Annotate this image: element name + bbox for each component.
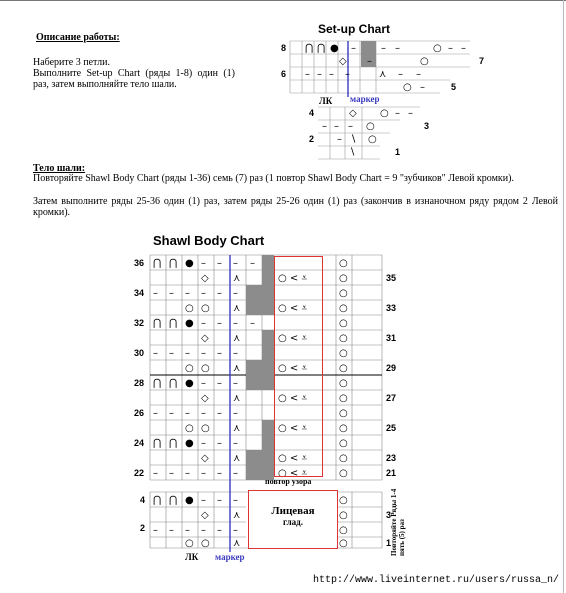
shawl-cell-purl: ⋂ xyxy=(153,258,162,269)
shawl-label-marker: маркер xyxy=(215,552,245,562)
setup-cell-dash: – xyxy=(322,121,327,132)
shawl-cell-yo: ○ xyxy=(339,453,348,464)
shawl-cell-diamond: ◇ xyxy=(201,273,209,284)
shawl-row-num: 35 xyxy=(386,273,397,283)
shawl-row-num: 4 xyxy=(140,495,146,505)
stockinette-label: Лицевая xyxy=(271,505,315,517)
shawl-cell-yo: ○ xyxy=(201,363,210,374)
setup-instructions: Выполните Set-up Chart (ряды 1-8) один (1) раз, затем выполняйте тело шали. xyxy=(33,68,235,90)
shawl-cell-yo: ○ xyxy=(339,510,348,521)
shawl-cell-yo: ○ xyxy=(339,348,348,359)
gray-block xyxy=(246,360,274,390)
setup-row-num: 3 xyxy=(424,121,430,131)
setup-cell-purl: ⋂ xyxy=(305,43,314,54)
shawl-cell-yo: ○ xyxy=(339,393,348,404)
source-url[interactable]: http://www.liveinternet.ru/users/russa_n/ xyxy=(313,575,560,586)
shawl-cell-dash: – xyxy=(233,408,238,419)
setup-cell-k2tog: ⋏ xyxy=(379,69,387,80)
shawl-cell-k2tog: ⋏ xyxy=(233,273,241,284)
shawl-cell-dash: – xyxy=(217,348,222,359)
setup-cell-dash: – xyxy=(395,108,400,119)
shawl-cell-bullet: ● xyxy=(185,438,194,449)
shawl-cell-dash: – xyxy=(217,288,222,299)
shawl-cell-yo: ○ xyxy=(201,303,210,314)
shawl-cell-dash: – xyxy=(201,495,206,506)
shawl-cell-dash: – xyxy=(233,525,238,536)
stockinette-box xyxy=(248,490,338,549)
shawl-row-num: 33 xyxy=(386,303,397,313)
setup-cell-dash: – xyxy=(305,69,310,80)
shawl-row-num: 21 xyxy=(386,468,397,478)
shawl-cell-dash: – xyxy=(201,288,206,299)
gray-block xyxy=(246,285,274,315)
shawl-cell-k2tog: ⋏ xyxy=(233,363,241,374)
shawl-row-num: 30 xyxy=(134,348,145,358)
shawl-cell-dash: – xyxy=(201,258,206,269)
gray-block xyxy=(262,330,274,360)
shawl-cell-motif: ○ < ⩡ xyxy=(278,393,308,404)
shawl-cell-dash: – xyxy=(250,318,255,329)
shawl-cell-yo: ○ xyxy=(185,303,194,314)
shawl-cell-dash: – xyxy=(201,468,206,479)
shawl-cell-yo: ○ xyxy=(339,333,348,344)
shawl-cell-yo: ○ xyxy=(339,363,348,374)
shawl-cell-motif: ○ < ⩡ xyxy=(278,423,308,434)
setup-cell-dash: – xyxy=(337,134,342,145)
shawl-cell-yo: ○ xyxy=(339,525,348,536)
shawl-row-num: 24 xyxy=(134,438,145,448)
setup-cell-purl: ⋂ xyxy=(317,43,326,54)
pattern-repeat-label: повтор узора xyxy=(265,477,312,486)
shawl-cell-purl: ⋂ xyxy=(169,495,178,506)
shawl-row-num: 26 xyxy=(134,408,145,418)
shawl-cell-dash: – xyxy=(217,495,222,506)
shawl-cell-dash: – xyxy=(233,258,238,269)
shawl-row-num: 27 xyxy=(386,393,397,403)
shawl-cell-yo: ○ xyxy=(339,288,348,299)
shawl-cell-yo: ○ xyxy=(339,408,348,419)
shawl-cell-dash: – xyxy=(217,378,222,389)
shawl-cell-dash: – xyxy=(201,408,206,419)
shawl-cell-diamond: ◇ xyxy=(201,453,209,464)
setup-row-num: 6 xyxy=(281,69,287,79)
setup-cell-dash: – xyxy=(398,69,403,80)
shawl-cell-motif: ○ < ⩡ xyxy=(278,273,308,284)
setup-row-num: 5 xyxy=(451,82,457,92)
shawl-cell-diamond: ◇ xyxy=(201,510,209,521)
shawl-cell-dash: – xyxy=(153,525,158,536)
shawl-cell-dash: – xyxy=(169,468,174,479)
shawl-cell-dash: – xyxy=(201,525,206,536)
setup-chart xyxy=(290,41,470,159)
repeat-rows-note: Повторяйте Ряды 1-4 пять (5) раз xyxy=(390,488,406,556)
shawl-cell-dash: – xyxy=(233,288,238,299)
shawl-cell-dash: – xyxy=(153,408,158,419)
shawl-row-num: 32 xyxy=(134,318,145,328)
shawl-row-num: 36 xyxy=(134,258,145,268)
setup-cell-decrease: ∖ xyxy=(349,147,356,158)
shawl-cell-motif: ○ < ⩡ xyxy=(278,303,308,314)
shawl-cell-purl: ⋂ xyxy=(153,438,162,449)
setup-cell-diamond: ◇ xyxy=(349,108,357,119)
shawl-cell-motif: ○ < ⩡ xyxy=(278,363,308,374)
shawl-cell-dash: – xyxy=(217,468,222,479)
shawl-cell-dash: – xyxy=(201,318,206,329)
setup-label-lk: ЛК xyxy=(319,96,333,106)
shawl-cell-dash: – xyxy=(185,525,190,536)
setup-cell-yo: ○ xyxy=(403,82,412,93)
shawl-row-num: 29 xyxy=(386,363,397,373)
shawl-cell-dash: – xyxy=(185,408,190,419)
shawl-cell-yo: ○ xyxy=(185,363,194,374)
setup-cell-bullet: ● xyxy=(330,43,339,54)
stockinette-sublabel: глад. xyxy=(283,517,303,527)
shawl-label-lk: ЛК xyxy=(185,552,199,562)
setup-label-marker: маркер xyxy=(350,94,380,104)
shawl-cell-dash: – xyxy=(185,348,190,359)
setup-cell-dash: – xyxy=(420,82,425,93)
setup-cell-yo: ○ xyxy=(433,43,442,54)
shawl-row-num: 34 xyxy=(134,288,145,298)
setup-cell-dash: – xyxy=(317,69,322,80)
shawl-cell-purl: ⋂ xyxy=(153,378,162,389)
shawl-cell-dash: – xyxy=(217,318,222,329)
shawl-row-num: 23 xyxy=(386,453,397,463)
shawl-cell-dash: – xyxy=(217,525,222,536)
setup-cell-yo: ○ xyxy=(368,134,377,145)
shawl-cell-bullet: ● xyxy=(185,495,194,506)
shawl-cell-dash: – xyxy=(201,348,206,359)
shawl-cell-yo: ○ xyxy=(339,378,348,389)
shawl-cell-yo: ○ xyxy=(201,423,210,434)
shawl-cell-dash: – xyxy=(169,348,174,359)
shawl-cell-k2tog: ⋏ xyxy=(233,538,241,549)
shawl-cell-diamond: ◇ xyxy=(201,393,209,404)
shawl-row-num: 1 xyxy=(386,538,392,548)
shawl-cell-yo: ○ xyxy=(339,538,348,549)
setup-cell-dash: – xyxy=(329,69,334,80)
shawl-cell-dash: – xyxy=(153,348,158,359)
shawl-row-num: 22 xyxy=(134,468,145,478)
setup-cell-dash: – xyxy=(395,43,400,54)
shawl-gray-cells xyxy=(246,255,274,480)
shawl-cell-dash: – xyxy=(233,378,238,389)
shawl-cell-yo: ○ xyxy=(339,318,348,329)
shawl-cell-purl: ⋂ xyxy=(169,258,178,269)
setup-cell-dash: – xyxy=(416,69,421,80)
shawl-row-num: 2 xyxy=(140,523,146,533)
shawl-cell-dash: – xyxy=(185,288,190,299)
setup-cell-yo: ○ xyxy=(380,108,389,119)
shawl-cell-purl: ⋂ xyxy=(169,378,178,389)
body-section-title: Тело шали: xyxy=(33,163,86,174)
shawl-cell-motif: ○ < ⩡ xyxy=(278,453,308,464)
shawl-cell-yo: ○ xyxy=(201,538,210,549)
shawl-cell-k2tog: ⋏ xyxy=(233,423,241,434)
description-title: Описание работы: xyxy=(36,32,120,43)
shawl-row-num: 28 xyxy=(134,378,145,388)
shawl-cell-dash: – xyxy=(153,288,158,299)
shawl-cell-yo: ○ xyxy=(339,258,348,269)
shawl-cell-dash: – xyxy=(169,288,174,299)
shawl-cell-dash: – xyxy=(233,468,238,479)
shawl-cell-motif: ○ < ⩡ xyxy=(278,468,308,479)
setup-cell-dash: – xyxy=(334,121,339,132)
shawl-cell-yo: ○ xyxy=(185,538,194,549)
shawl-cell-dash: – xyxy=(233,348,238,359)
shawl-cell-dash: – xyxy=(250,258,255,269)
pattern-repeat-box xyxy=(274,256,323,477)
setup-row-num: 7 xyxy=(479,56,485,66)
shawl-cell-yo: ○ xyxy=(185,423,194,434)
shawl-cell-dash: – xyxy=(233,495,238,506)
shawl-cell-bullet: ● xyxy=(185,258,194,269)
setup-cell-dash: – xyxy=(381,43,386,54)
setup-row-num: 1 xyxy=(395,147,401,157)
shawl-cell-dash: – xyxy=(217,438,222,449)
shawl-cell-purl: ⋂ xyxy=(153,495,162,506)
gray-block xyxy=(262,420,274,450)
shawl-cell-yo: ○ xyxy=(339,468,348,479)
shawl-cell-dash: – xyxy=(153,468,158,479)
shawl-row-num: 25 xyxy=(386,423,397,433)
shawl-cell-dash: – xyxy=(169,525,174,536)
setup-row-num: 8 xyxy=(281,43,287,53)
shawl-cell-k2tog: ⋏ xyxy=(233,393,241,404)
shawl-cell-dash: – xyxy=(201,438,206,449)
shawl-cell-purl: ⋂ xyxy=(153,318,162,329)
setup-row-num: 2 xyxy=(309,134,315,144)
shawl-cell-dash: – xyxy=(217,408,222,419)
setup-cell-yo: ○ xyxy=(366,121,375,132)
shawl-cell-motif: ○ < ⩡ xyxy=(278,333,308,344)
setup-cell-dash: – xyxy=(345,69,350,80)
shawl-cell-purl: ⋂ xyxy=(169,438,178,449)
shawl-cell-diamond: ◇ xyxy=(201,333,209,344)
shawl-cell-dash: – xyxy=(233,438,238,449)
shawl-cell-yo: ○ xyxy=(339,273,348,284)
setup-cell-yo: ○ xyxy=(420,56,429,67)
setup-cell-dash: – xyxy=(351,43,356,54)
shawl-cell-k2tog: ⋏ xyxy=(233,453,241,464)
shawl-cell-k2tog: ⋏ xyxy=(233,333,241,344)
cast-on-text: Наберите 3 петли. xyxy=(33,57,110,68)
setup-cell-dash: – xyxy=(448,43,453,54)
shawl-cell-dash: – xyxy=(217,258,222,269)
setup-row-num: 4 xyxy=(309,108,315,118)
shawl-cell-dash: – xyxy=(233,318,238,329)
shawl-cell-dash: – xyxy=(201,378,206,389)
setup-cell-dash: – xyxy=(367,56,372,67)
shawl-cell-yo: ○ xyxy=(339,495,348,506)
setup-cell-dash: – xyxy=(348,121,353,132)
shawl-chart-title: Shawl Body Chart xyxy=(153,233,265,248)
setup-cell-dash: – xyxy=(461,43,466,54)
setup-chart-title: Set-up Chart xyxy=(318,22,390,36)
gray-block xyxy=(262,255,274,285)
body-repeat-text: Повторяйте Shawl Body Chart (ряды 1-36) семь (7) раз (1 повтор Shawl Body Chart = 9 "зубчиков" Левой кромки). xyxy=(33,173,514,184)
shawl-cell-dash: – xyxy=(185,468,190,479)
setup-cell-decrease: ∖ xyxy=(350,134,357,145)
gray-block xyxy=(246,450,274,480)
shawl-row-num: 31 xyxy=(386,333,397,343)
shawl-cell-yo: ○ xyxy=(339,303,348,314)
shawl-cell-yo: ○ xyxy=(339,438,348,449)
shawl-cell-k2tog: ⋏ xyxy=(233,303,241,314)
shawl-cell-bullet: ● xyxy=(185,378,194,389)
shawl-cell-bullet: ● xyxy=(185,318,194,329)
body-finish-text: Затем выполните ряды 25-36 один (1) раз, затем ряды 25-26 один (1) раз (закончив в изнаночном ряду рядом 2 Левой кромки). xyxy=(33,196,558,218)
shawl-cell-yo: ○ xyxy=(339,423,348,434)
setup-row-numbers xyxy=(281,43,484,157)
shawl-cell-dash: – xyxy=(169,408,174,419)
setup-cell-dash: – xyxy=(408,108,413,119)
shawl-cell-k2tog: ⋏ xyxy=(233,510,241,521)
shawl-cell-purl: ⋂ xyxy=(169,318,178,329)
setup-cell-diamond: ◇ xyxy=(339,56,347,67)
shawl-row-num: 3 xyxy=(386,510,392,520)
